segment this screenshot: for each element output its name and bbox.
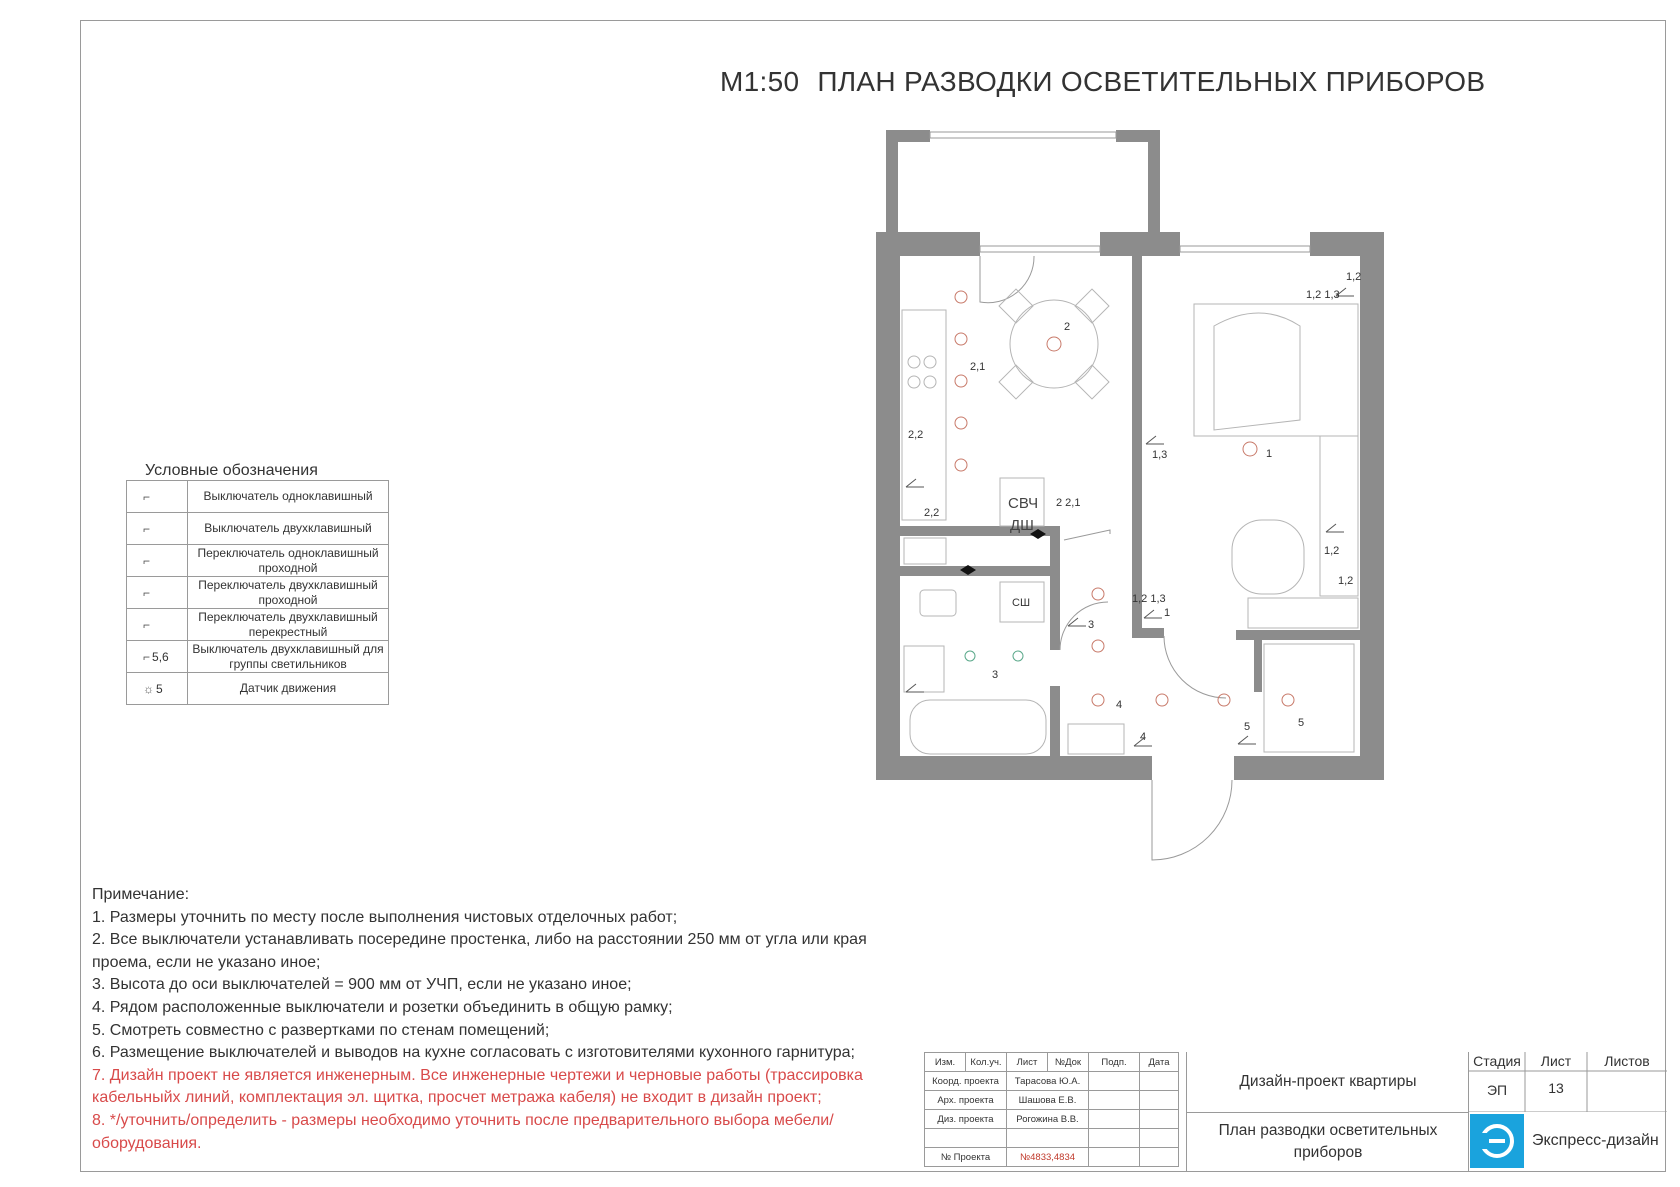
legend-row [127,545,389,577]
plan-label: 2,2 [908,429,924,441]
legend-description: Переключатель одноклавишный проходной [188,545,389,577]
project-number-label: № Проекта [925,1148,1007,1167]
spot-light [1092,694,1104,706]
wall [1148,130,1160,232]
sheet-number: 13 [1548,1080,1564,1096]
group-switch-icon: ⌐ [143,649,151,664]
spot-light [1218,694,1230,706]
wall [900,566,1050,576]
spot-light [1282,694,1294,706]
stamp-header: №Док [1048,1053,1089,1072]
plan-label: 2 [1064,321,1071,333]
stamp-table [924,1052,1179,1167]
stamp-date [1140,1091,1179,1110]
double-cross-switch-icon: ⌐ [143,617,151,632]
hob [908,356,920,368]
legend-row [127,609,389,641]
door-arc [980,256,1034,303]
wall [1050,526,1060,650]
plan-label: 1 [1266,448,1273,460]
stamp-titles [1186,1052,1468,1172]
legend-symbol [127,641,188,673]
shelf [1248,598,1358,628]
legend-title: Условные обозначения [145,462,318,479]
chair [999,365,1033,399]
single-passthrough-switch-icon: ⌐ [143,553,151,568]
plan-label: 5 [1298,717,1305,729]
stamp-header: Изм. [925,1053,966,1072]
legend-symbol [127,481,188,513]
spot-light [1156,694,1168,706]
dryer-label: СШ [1012,597,1031,609]
stage-value: ЭП [1486,1082,1508,1098]
window [930,132,1116,138]
single-switch-icon: ⌐ [143,489,151,504]
stamp-date [1140,1072,1179,1091]
motion-sensor-icon: ☼ [143,681,154,696]
plan-label: 4 [1116,699,1123,711]
legend-row [127,481,389,513]
stamp-role: Коорд. проекта [925,1072,1007,1091]
sheet-title-text: ПЛАН РАЗВОДКИ ОСВЕТИТЕЛЬНЫХ ПРИБОРОВ [817,66,1486,97]
plan-label: 5 [1244,721,1251,733]
stamp-role: Арх. проекта [925,1091,1007,1110]
switch-mark [1238,736,1256,744]
wall [1236,630,1360,640]
ceiling-light [1243,442,1257,456]
plan-label: 1,2 1,3 [1306,289,1340,301]
spot-light [955,333,967,345]
legend-row [127,513,389,545]
spot-light [955,417,967,429]
toilet [920,590,956,616]
note-item-warning: 7. Дизайн проект не является инженерным. Все инженерные чертежи и черновые работы (трассировка кабельныйх линий, комплектация эл. щитка, просчет метража кабеля) не входит в дизайн проект; [92,1066,863,1107]
note-item: 6. Размещение выключателей и выводов на кухне согласовать с изготовителями кухонного гарнитура; [92,1044,855,1062]
wall [886,130,898,232]
sheet-label: Лист [1540,1053,1572,1069]
wall [1132,628,1164,638]
wall [1254,640,1262,692]
wall [1132,232,1142,534]
window [1180,246,1310,252]
project-number: №4833,4834 [1007,1148,1089,1167]
washer [904,538,946,564]
legend-symbol [127,609,188,641]
note-item-warning: 8. */уточнить/определить - размеры необходимо уточнить после предварительного выбора мебели/оборудования. [92,1111,834,1152]
express-design-logo-icon [1477,1121,1517,1161]
spot-light [955,459,967,471]
legend-symbol [127,513,188,545]
legend-description: Выключатель двухклавишный [188,513,389,545]
wall [876,232,900,780]
room-door-arc [1164,636,1226,698]
sink [904,646,944,692]
legend-symbol-label: 5 [156,681,163,696]
brand-logo [1470,1114,1524,1168]
stamp-header: Кол.уч. [966,1053,1007,1072]
microwave-label: СВЧ [1008,495,1039,512]
note-item: 1. Размеры уточнить по месту после выполнения чистовых отделочных работ; [92,908,678,926]
legend-description: Датчик движения [188,673,389,705]
stamp-empty [1089,1148,1140,1167]
legend-description: Выключатель одноклавишный [188,481,389,513]
stamp-header: Подп. [1089,1053,1140,1072]
bathtub [910,700,1046,754]
stamp-empty [1089,1129,1140,1148]
plan-label: 2,1 [970,361,986,373]
legend-row [127,641,389,673]
armchair [1232,520,1304,594]
stamp-name: Рогожина В.В. [1007,1110,1089,1129]
note-item: 5. Смотреть совместно с развертками по стенам помещений; [92,1021,550,1039]
entry-door-arc [1152,780,1232,860]
chair [999,289,1033,323]
switch-mark [906,479,924,487]
wall [886,130,930,142]
stamp-empty [1007,1129,1089,1148]
stamp-role: Диз. проекта [925,1110,1007,1129]
legend-description: Переключатель двухклавишный проходной [188,577,389,609]
ceiling-light [1047,337,1061,351]
plan-label: 1,2 1,3 [1132,593,1166,605]
walls [876,130,1384,780]
legend-symbol [127,545,188,577]
stamp-date [1140,1110,1179,1129]
spot-light [955,291,967,303]
wall [876,756,1152,780]
stamp-sign [1089,1110,1140,1129]
chair [1075,365,1109,399]
legend-description: Переключатель двухклавишный перекрестный [188,609,389,641]
stamp-empty [1140,1148,1179,1167]
sheets-label: Листов [1604,1053,1650,1069]
dining-table [1010,300,1098,388]
bath-spot [965,651,975,661]
stage-label: Стадия [1473,1053,1521,1069]
double-switch-icon: ⌐ [143,521,151,536]
plan-label: 2 2,1 [1056,497,1081,509]
switch-mark [906,684,924,692]
switch-mark [1326,524,1344,532]
switch-mark [1146,436,1164,444]
switch-mark [1144,610,1162,618]
note-item: 3. Высота до оси выключателей = 900 мм от УЧП, если не указано иное; [92,976,632,994]
stamp-sign [1089,1091,1140,1110]
legend-row [127,673,389,705]
wall [1132,534,1142,638]
spot-light [955,375,967,387]
note-item: 2. Все выключатели устанавливать посередине простенка, либо на расстоянии 250 мм от угла или края проема, если не указано иное; [92,931,867,971]
plan-label: 2,2 [924,507,940,519]
plan-label: 1,2 [1338,575,1354,587]
stamp-header: Лист [1007,1053,1048,1072]
wardrobe [1264,644,1354,752]
plan-label: 3 [992,669,999,681]
sheet-scale: М1:50 [720,66,800,97]
legend-symbol [127,577,188,609]
brand-name: Экспресс-дизайн [1532,1132,1659,1149]
stamp-sign [1089,1072,1140,1091]
plan-label: 4 [1140,731,1147,743]
project-title: Дизайн-проект квартиры [1187,1052,1469,1113]
switches [906,288,1354,746]
double-passthrough-switch-icon: ⌐ [143,585,151,600]
legend-row [127,577,389,609]
wall [1360,232,1384,780]
title-block [924,1052,1666,1172]
notes-heading: Примечание: [92,886,190,903]
plan-label: 3 [1088,619,1095,631]
stamp-name: Шашова Е.В. [1007,1091,1089,1110]
plan-label: 1 [1164,607,1171,619]
stamp-name: Тарасова Ю.А. [1007,1072,1089,1091]
desk [1320,436,1358,596]
stamp-header: Дата [1140,1053,1179,1072]
legend-symbol-label: 5,6 [152,649,169,664]
furniture [902,289,1358,754]
stamp-empty [1140,1129,1179,1148]
bed-cover [1214,313,1300,430]
note-item: 4. Рядом расположенные выключатели и розетки объединить в общую рамку; [92,998,673,1016]
chair [1075,289,1109,323]
window [980,246,1100,252]
spot-light [1092,588,1104,600]
legend-description: Выключатель двухклавишный для группы светильников [188,641,389,673]
notes-block [92,884,922,1155]
sheet-name: План разводки осветительных приборов [1218,1122,1438,1161]
shoe-cabinet [1068,724,1124,754]
wall [1234,756,1384,780]
spot-light [1092,640,1104,652]
plan-label: 1,3 [1152,449,1168,461]
legend-table [126,480,389,705]
dishwasher-label: ДШ [1010,517,1034,534]
kitchen-counter [902,310,946,520]
plan-label: 1,2 [1346,271,1362,283]
wall [1050,686,1060,756]
light-fixtures [955,291,1294,706]
bath-spot [1013,651,1023,661]
plan-label: 1,2 [1324,545,1340,557]
stamp-empty [925,1129,1007,1148]
legend-symbol [127,673,188,705]
hall-door [1064,530,1110,540]
